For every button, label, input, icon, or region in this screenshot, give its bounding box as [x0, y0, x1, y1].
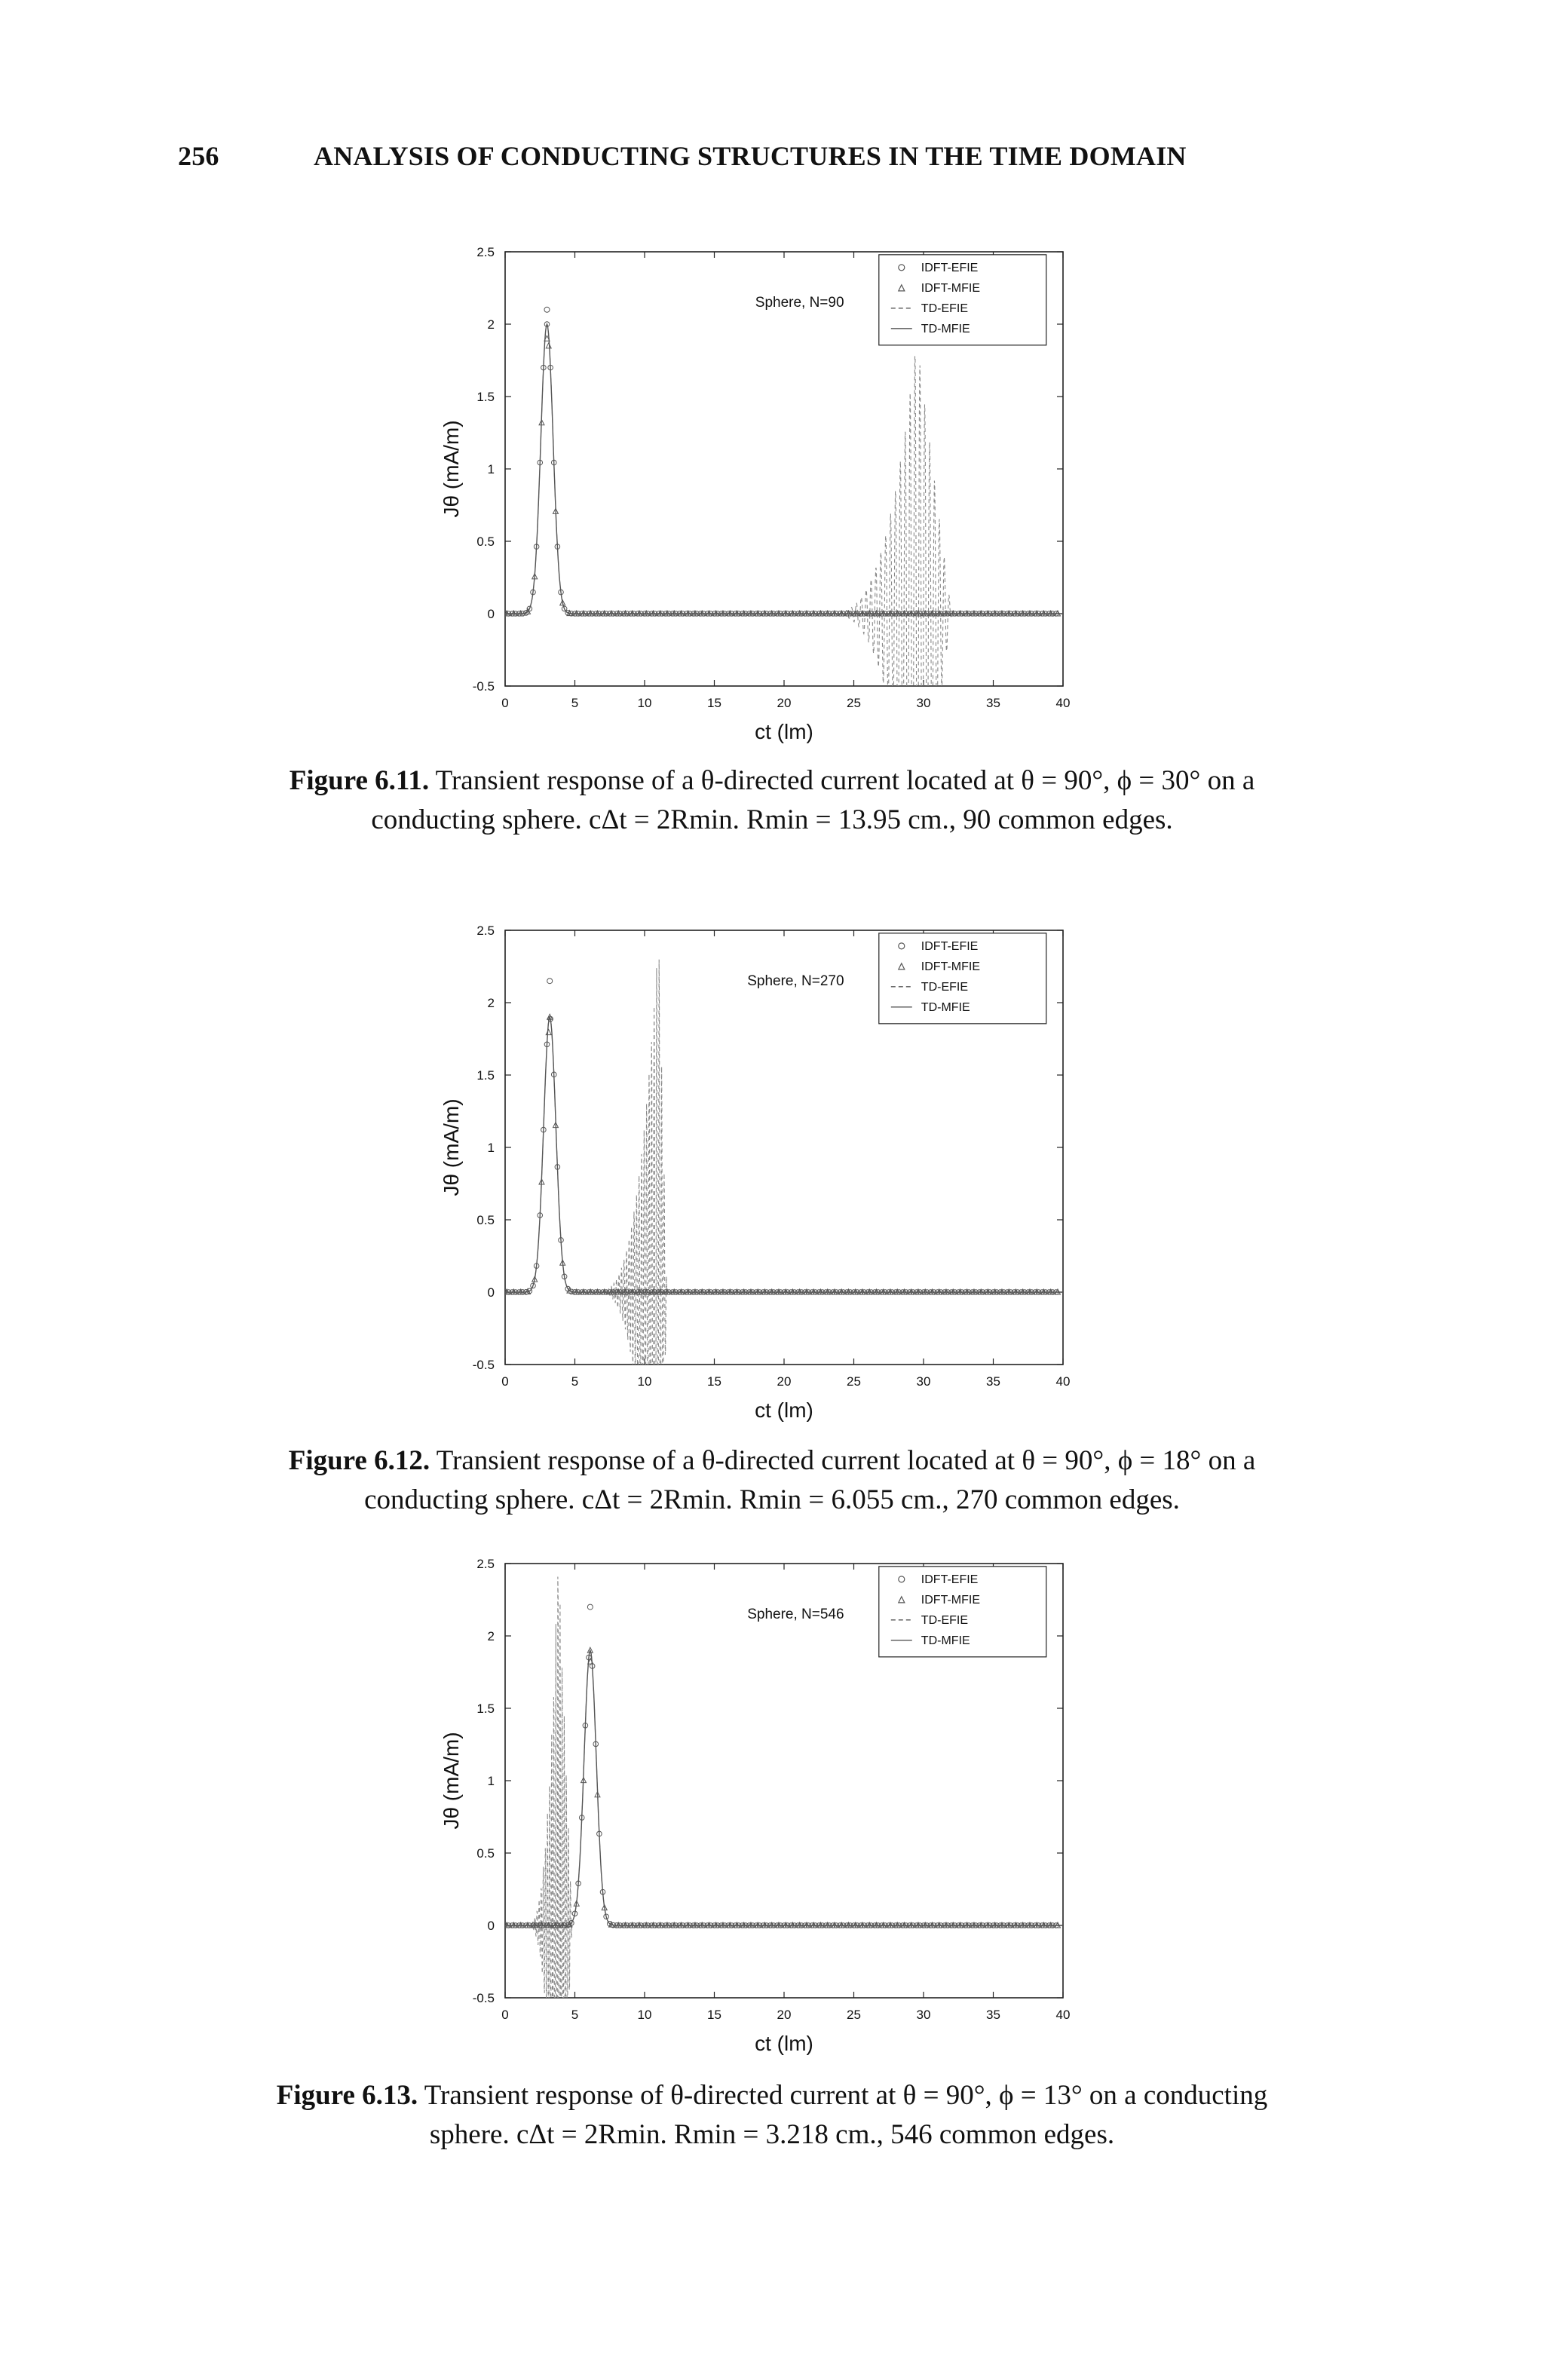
chart-title: Sphere, N=546 — [747, 1606, 844, 1622]
legend-entry: TD-MFIE — [921, 322, 970, 335]
y-tick-label: 1 — [487, 1774, 495, 1788]
legend-entry: TD-EFIE — [921, 302, 969, 315]
x-tick-label: 40 — [1055, 1374, 1071, 1389]
chart-6-12 — [422, 912, 1101, 1432]
y-tick-label: 1.5 — [476, 1068, 495, 1083]
x-tick-label: 5 — [571, 696, 579, 710]
x-tick-label: 20 — [777, 696, 792, 710]
y-axis-label: Jθ (mA/m) — [440, 1098, 463, 1196]
x-tick-label: 35 — [986, 2008, 1000, 2022]
chart-6-11 — [422, 234, 1101, 754]
plot-traces — [503, 307, 1063, 754]
peak-idft-efie — [547, 979, 553, 984]
series-td-efie — [505, 324, 1063, 754]
y-tick-label: 1 — [487, 1141, 495, 1155]
legend-entry: IDFT-EFIE — [921, 1573, 979, 1586]
caption-6-11 — [151, 761, 1393, 840]
legend-entry: IDFT-MFIE — [921, 960, 981, 973]
y-tick-label: 1.5 — [476, 390, 495, 404]
legend-entry: TD-MFIE — [921, 1000, 970, 1014]
caption-text: Transient response of θ-directed current at θ = 90°, ϕ = 13° on a conducting — [424, 2080, 1268, 2111]
x-tick-label: 25 — [847, 2008, 861, 2022]
x-tick-label: 5 — [571, 2008, 579, 2022]
y-tick-label: 0 — [487, 1919, 495, 1933]
legend-entry: IDFT-MFIE — [921, 281, 981, 295]
x-tick-label: 5 — [571, 1374, 579, 1389]
y-axis-label: Jθ (mA/m) — [440, 420, 463, 518]
x-tick-label: 0 — [501, 696, 509, 710]
y-tick-label: 2.5 — [476, 924, 495, 938]
x-tick-label: 15 — [707, 1374, 721, 1389]
x-tick-label: 10 — [637, 1374, 652, 1389]
peak-idft-efie — [587, 1604, 593, 1610]
caption-label: Figure 6.11. — [289, 765, 430, 796]
legend — [879, 1567, 1046, 1657]
x-tick-label: 10 — [637, 696, 652, 710]
x-tick-label: 20 — [777, 1374, 792, 1389]
x-tick-label: 40 — [1055, 696, 1071, 710]
x-axis-label: ct (lm) — [755, 720, 813, 743]
x-tick-label: 30 — [916, 1374, 931, 1389]
x-tick-label: 0 — [501, 2008, 509, 2022]
x-tick-label: 25 — [847, 696, 861, 710]
caption-label: Figure 6.13. — [276, 2080, 418, 2111]
caption-text-cont: conducting sphere. cΔt = 2Rmin. Rmin = 13.95 cm., 90 common edges. — [371, 804, 1173, 835]
figure-6-12 — [422, 912, 1101, 1432]
x-tick-label: 35 — [986, 1374, 1000, 1389]
y-tick-label: 0.5 — [476, 1846, 495, 1861]
y-tick-label: 1.5 — [476, 1702, 495, 1716]
x-tick-label: 25 — [847, 1374, 861, 1389]
chart-6-13 — [422, 1545, 1101, 2066]
caption-text: Transient response of a θ-directed current located at θ = 90°, ϕ = 18° on a — [436, 1445, 1256, 1476]
legend-entry: IDFT-EFIE — [921, 939, 979, 953]
page-number: 256 — [178, 141, 219, 171]
y-axis-label: Jθ (mA/m) — [440, 1732, 463, 1830]
caption-6-13 — [151, 2076, 1393, 2155]
running-head-title: ANALYSIS OF CONDUCTING STRUCTURES IN THE TIME DOMAIN — [314, 141, 1187, 171]
legend-entry: TD-EFIE — [921, 1613, 969, 1627]
caption-label: Figure 6.12. — [288, 1445, 430, 1476]
legend — [879, 255, 1046, 345]
y-tick-label: 0 — [487, 1285, 495, 1300]
chart-title: Sphere, N=90 — [755, 294, 844, 311]
chart-title: Sphere, N=270 — [747, 973, 844, 989]
x-axis-label: ct (lm) — [755, 1398, 813, 1422]
y-tick-label: 2 — [487, 996, 495, 1010]
running-head — [178, 140, 1187, 172]
caption-text-cont: sphere. cΔt = 2Rmin. Rmin = 3.218 cm., 546 common edges. — [429, 2119, 1115, 2150]
legend — [879, 933, 1046, 1024]
caption-text: Transient response of a θ-directed current located at θ = 90°, ϕ = 30° on a — [435, 765, 1255, 796]
y-tick-label: 2.5 — [476, 245, 495, 259]
x-tick-label: 0 — [501, 1374, 509, 1389]
y-tick-label: 0.5 — [476, 535, 495, 549]
y-tick-label: -0.5 — [472, 679, 495, 694]
y-tick-label: -0.5 — [472, 1991, 495, 2005]
y-tick-label: 2 — [487, 317, 495, 332]
legend-entry: IDFT-MFIE — [921, 1593, 981, 1607]
y-tick-label: 0 — [487, 607, 495, 621]
legend-entry: TD-MFIE — [921, 1634, 970, 1647]
series-td-mfie — [505, 1650, 1063, 1925]
legend-entry: IDFT-EFIE — [921, 261, 979, 274]
caption-6-12 — [151, 1441, 1393, 1520]
y-tick-label: 2.5 — [476, 1557, 495, 1571]
figure-6-11 — [422, 234, 1101, 754]
series-td-mfie — [505, 1017, 1063, 1292]
point-idft-mfie — [546, 1030, 551, 1035]
x-tick-label: 10 — [637, 2008, 652, 2022]
x-tick-label: 15 — [707, 696, 721, 710]
y-tick-label: -0.5 — [472, 1358, 495, 1372]
x-tick-label: 20 — [777, 2008, 792, 2022]
x-axis-label: ct (lm) — [755, 2032, 813, 2055]
x-tick-label: 40 — [1055, 2008, 1071, 2022]
x-tick-label: 30 — [916, 2008, 931, 2022]
caption-text-cont: conducting sphere. cΔt = 2Rmin. Rmin = 6.055 cm., 270 common edges. — [364, 1484, 1180, 1515]
point-idft-mfie — [546, 343, 551, 348]
series-td-mfie — [505, 324, 1063, 614]
y-tick-label: 2 — [487, 1629, 495, 1643]
x-tick-label: 35 — [986, 696, 1000, 710]
x-tick-label: 30 — [916, 696, 931, 710]
y-tick-label: 1 — [487, 462, 495, 476]
x-tick-label: 15 — [707, 2008, 721, 2022]
legend-entry: TD-EFIE — [921, 980, 969, 994]
y-tick-label: 0.5 — [476, 1213, 495, 1227]
plot-traces — [503, 960, 1063, 1432]
figure-6-13 — [422, 1545, 1101, 2066]
peak-idft-efie — [544, 307, 550, 312]
